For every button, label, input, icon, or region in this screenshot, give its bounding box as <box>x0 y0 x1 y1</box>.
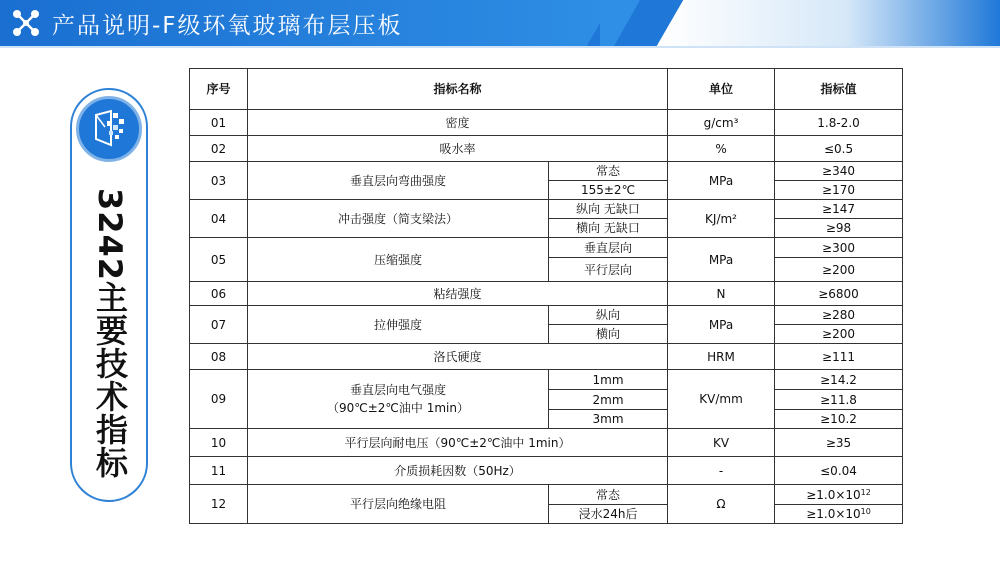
value-base: ≥1.0×10 <box>806 507 861 521</box>
row-name: 洛氏硬度 <box>248 344 668 370</box>
row-no: 09 <box>190 370 248 429</box>
row-no: 01 <box>190 110 248 136</box>
row-condition: 纵向 <box>549 306 668 325</box>
row-name-line: （90℃±2℃油中 1min） <box>327 401 469 415</box>
row-unit: g/cm³ <box>668 110 775 136</box>
row-no: 07 <box>190 306 248 344</box>
table-row <box>190 162 903 181</box>
row-name: 压缩强度 <box>248 238 549 282</box>
row-value: ≥11.8 <box>775 390 903 410</box>
row-value: 1.8-2.0 <box>775 110 903 136</box>
table-header-row <box>190 69 903 110</box>
row-no: 10 <box>190 429 248 457</box>
table-row <box>190 429 903 457</box>
row-name-line: 垂直层向电气强度 <box>349 383 446 397</box>
value-exponent: 12 <box>860 487 871 497</box>
row-value: ≥98 <box>775 219 903 238</box>
row-no: 11 <box>190 457 248 485</box>
row-value: ≥200 <box>775 258 903 282</box>
row-unit: KV <box>668 429 775 457</box>
row-condition: 纵向 无缺口 <box>549 200 668 219</box>
row-unit: MPa <box>668 162 775 200</box>
row-condition: 2mm <box>549 390 668 410</box>
table-row <box>190 370 903 390</box>
row-condition: 垂直层向 <box>549 238 668 258</box>
row-unit: MPa <box>668 238 775 282</box>
table-row <box>190 485 903 505</box>
row-no: 12 <box>190 485 248 524</box>
row-no: 06 <box>190 282 248 306</box>
row-value: ≥35 <box>775 429 903 457</box>
row-value: ≥200 <box>775 325 903 344</box>
row-value: ≥147 <box>775 200 903 219</box>
row-value: ≥170 <box>775 181 903 200</box>
row-name <box>248 370 549 429</box>
row-value: ≥111 <box>775 344 903 370</box>
row-name: 密度 <box>248 110 668 136</box>
row-name: 平行层向绝缘电阻 <box>248 485 549 524</box>
row-value: ≥10.2 <box>775 410 903 429</box>
row-value <box>775 485 903 505</box>
spec-table <box>189 68 903 524</box>
page-title: 产品说明-F级环氧玻璃布层压板 <box>52 13 403 39</box>
table-row <box>190 344 903 370</box>
row-condition: 常态 <box>549 162 668 181</box>
row-no: 05 <box>190 238 248 282</box>
row-unit: KJ/m² <box>668 200 775 238</box>
row-condition: 1mm <box>549 370 668 390</box>
header-underline <box>0 46 1000 48</box>
header-no: 序号 <box>190 69 248 110</box>
row-name: 拉伸强度 <box>248 306 549 344</box>
row-value: ≥300 <box>775 238 903 258</box>
row-condition: 155±2℃ <box>549 181 668 200</box>
row-condition: 平行层向 <box>549 258 668 282</box>
row-value: ≥340 <box>775 162 903 181</box>
row-condition: 浸水24h后 <box>549 505 668 524</box>
row-condition: 横向 <box>549 325 668 344</box>
row-name: 垂直层向弯曲强度 <box>248 162 549 200</box>
row-name: 平行层向耐电压（90℃±2℃油中 1min） <box>248 429 668 457</box>
molecule-icon <box>12 9 40 37</box>
row-unit: N <box>668 282 775 306</box>
row-unit: Ω <box>668 485 775 524</box>
row-condition: 3mm <box>549 410 668 429</box>
header-unit: 单位 <box>668 69 775 110</box>
header-name: 指标名称 <box>248 69 668 110</box>
row-name: 粘结强度 <box>248 282 668 306</box>
row-value: ≤0.04 <box>775 457 903 485</box>
row-value: ≤0.5 <box>775 136 903 162</box>
table-row <box>190 282 903 306</box>
row-name: 吸水率 <box>248 136 668 162</box>
side-title: 3242主要技术指标 <box>91 188 129 480</box>
row-unit: MPa <box>668 306 775 344</box>
row-value: ≥14.2 <box>775 370 903 390</box>
row-condition: 横向 无缺口 <box>549 219 668 238</box>
cube-pixel-icon <box>76 96 142 162</box>
table-row <box>190 136 903 162</box>
table-row <box>190 110 903 136</box>
row-no: 03 <box>190 162 248 200</box>
row-no: 08 <box>190 344 248 370</box>
row-no: 02 <box>190 136 248 162</box>
row-no: 04 <box>190 200 248 238</box>
table-row <box>190 306 903 325</box>
value-exponent: 10 <box>860 507 871 516</box>
value-base: ≥1.0×10 <box>806 487 861 502</box>
row-value <box>775 505 903 524</box>
side-panel <box>70 88 148 502</box>
row-value: ≥280 <box>775 306 903 325</box>
table-row <box>190 200 903 219</box>
row-value: ≥6800 <box>775 282 903 306</box>
header-value: 指标值 <box>775 69 903 110</box>
row-name: 介质损耗因数（50Hz） <box>248 457 668 485</box>
row-condition: 常态 <box>549 485 668 505</box>
row-unit: KV/mm <box>668 370 775 429</box>
row-unit: HRM <box>668 344 775 370</box>
table-row <box>190 457 903 485</box>
row-name: 冲击强度（简支梁法） <box>248 200 549 238</box>
header-decoration <box>600 0 1000 46</box>
table-row <box>190 238 903 258</box>
row-unit: - <box>668 457 775 485</box>
row-unit: % <box>668 136 775 162</box>
